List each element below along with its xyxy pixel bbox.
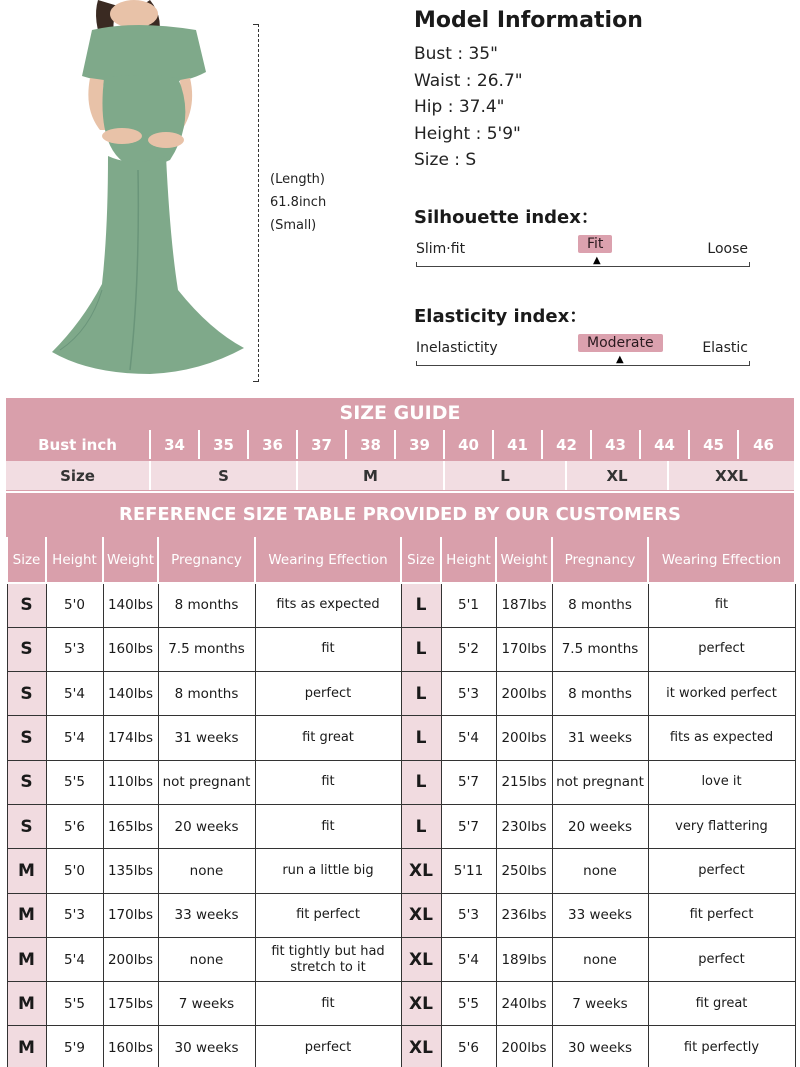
cell-wearing-effection: fit <box>255 804 401 848</box>
elasticity-left-label: Inelastictity <box>416 340 498 356</box>
cell-height: 5'2 <box>441 627 496 671</box>
cell-weight: 200lbs <box>496 672 552 716</box>
cell-wearing-effection: fit <box>255 760 401 804</box>
cell-pregnancy: 7.5 months <box>552 627 648 671</box>
cell-pregnancy: 7 weeks <box>552 982 648 1026</box>
header-size: Size <box>401 537 441 583</box>
cell-weight: 110lbs <box>103 760 158 804</box>
length-size: (Small) <box>270 218 317 233</box>
silhouette-axis <box>416 266 750 267</box>
cell-wearing-effection: fits as expected <box>648 716 795 760</box>
bust-value: 42 <box>543 430 592 459</box>
bust-value: 34 <box>151 430 200 459</box>
cell-pregnancy: none <box>158 937 255 981</box>
table-row <box>7 893 795 937</box>
cell-pregnancy: 20 weeks <box>552 804 648 848</box>
cell-wearing-effection: fit <box>648 583 795 627</box>
cell-height: 5'9 <box>46 1026 103 1067</box>
cell-pregnancy: 33 weeks <box>552 893 648 937</box>
cell-size: XL <box>401 893 441 937</box>
elasticity-title: Elasticity index： <box>414 306 588 327</box>
table-row <box>7 627 795 671</box>
cell-height: 5'0 <box>46 849 103 893</box>
bust-value: 43 <box>592 430 641 459</box>
cell-weight: 200lbs <box>496 1026 552 1067</box>
cell-height: 5'7 <box>441 804 496 848</box>
model-info-title: Model Information <box>414 8 643 33</box>
product-info-section <box>0 0 800 398</box>
cell-wearing-effection: fit great <box>255 716 401 760</box>
cell-size: XL <box>401 937 441 981</box>
cell-weight: 250lbs <box>496 849 552 893</box>
silhouette-scale <box>414 235 754 267</box>
cell-height: 5'3 <box>441 672 496 716</box>
table-row <box>7 583 795 627</box>
cell-wearing-effection: fit perfect <box>255 893 401 937</box>
cell-size: S <box>7 627 46 671</box>
header-height: Height <box>46 537 103 583</box>
bust-value: 40 <box>445 430 494 459</box>
cell-wearing-effection: fit tightly but had stretch to it <box>255 937 401 981</box>
cell-weight: 170lbs <box>103 893 158 937</box>
elasticity-badge: Moderate <box>578 334 663 352</box>
cell-size: S <box>7 672 46 716</box>
bust-value: 41 <box>494 430 543 459</box>
cell-pregnancy: 20 weeks <box>158 804 255 848</box>
model-hip: Hip : 37.4" <box>414 97 505 117</box>
cell-size: S <box>7 804 46 848</box>
model-height: Height : 5'9" <box>414 123 521 144</box>
cell-height: 5'1 <box>441 583 496 627</box>
size-guide-table <box>6 398 794 491</box>
cell-size: M <box>7 982 46 1026</box>
bust-value: 35 <box>200 430 249 459</box>
size-xl: XL <box>567 461 669 490</box>
cell-size: S <box>7 760 46 804</box>
cell-weight: 160lbs <box>103 1026 158 1067</box>
silhouette-title: Silhouette index： <box>414 207 599 228</box>
cell-pregnancy: not pregnant <box>552 760 648 804</box>
size-row <box>6 461 794 490</box>
size-l: L <box>445 461 567 490</box>
reference-size-table <box>6 537 796 1067</box>
model-bust: Bust : 35" <box>414 44 498 64</box>
cell-size: L <box>401 804 441 848</box>
cell-weight: 140lbs <box>103 583 158 627</box>
bust-label: Bust inch <box>6 430 151 459</box>
size-label: Size <box>6 461 151 490</box>
cell-height: 5'11 <box>441 849 496 893</box>
table-row <box>7 804 795 848</box>
size-m: M <box>298 461 445 490</box>
cell-height: 5'5 <box>46 982 103 1026</box>
silhouette-left-label: Slim·fit <box>416 241 466 257</box>
cell-size: XL <box>401 1026 441 1067</box>
cell-weight: 240lbs <box>496 982 552 1026</box>
model-information <box>414 8 774 174</box>
cell-wearing-effection: love it <box>648 760 795 804</box>
header-pregnancy: Pregnancy <box>552 537 648 583</box>
cell-size: XL <box>401 849 441 893</box>
bust-value: 38 <box>347 430 396 459</box>
cell-weight: 170lbs <box>496 627 552 671</box>
cell-weight: 135lbs <box>103 849 158 893</box>
cell-height: 5'4 <box>441 716 496 760</box>
reference-table-title: REFERENCE SIZE TABLE PROVIDED BY OUR CUSTOMERS <box>6 493 794 537</box>
cell-size: XL <box>401 982 441 1026</box>
cell-pregnancy: 8 months <box>158 672 255 716</box>
reference-table-body <box>7 583 795 1067</box>
bust-value: 46 <box>753 435 774 454</box>
cell-wearing-effection: fit perfectly <box>648 1026 795 1067</box>
table-row <box>7 937 795 981</box>
elasticity-scale <box>414 334 754 366</box>
table-row <box>7 1026 795 1067</box>
cell-size: L <box>401 627 441 671</box>
cell-height: 5'4 <box>441 937 496 981</box>
cell-height: 5'6 <box>441 1026 496 1067</box>
table-row <box>7 716 795 760</box>
cell-weight: 175lbs <box>103 982 158 1026</box>
elasticity-right-label: Elastic <box>702 340 748 356</box>
cell-height: 5'3 <box>441 893 496 937</box>
cell-pregnancy: 31 weeks <box>552 716 648 760</box>
bust-value: 44 <box>641 430 690 459</box>
table-row <box>7 849 795 893</box>
cell-weight: 187lbs <box>496 583 552 627</box>
cell-wearing-effection: perfect <box>255 672 401 716</box>
length-dimension-line <box>258 24 260 382</box>
cell-weight: 230lbs <box>496 804 552 848</box>
cell-height: 5'7 <box>441 760 496 804</box>
cell-size: M <box>7 937 46 981</box>
cell-pregnancy: 8 months <box>552 583 648 627</box>
cell-pregnancy: none <box>552 937 648 981</box>
cell-height: 5'5 <box>441 982 496 1026</box>
cell-height: 5'4 <box>46 937 103 981</box>
cell-weight: 200lbs <box>496 716 552 760</box>
cell-size: L <box>401 716 441 760</box>
cell-height: 5'4 <box>46 716 103 760</box>
header-wearing-effection: Wearing Effection <box>648 537 795 583</box>
cell-weight: 215lbs <box>496 760 552 804</box>
cell-weight: 174lbs <box>103 716 158 760</box>
cell-size: M <box>7 1026 46 1067</box>
cell-pregnancy: 8 months <box>552 672 648 716</box>
cell-pregnancy: 7 weeks <box>158 982 255 1026</box>
cell-wearing-effection: very flattering <box>648 804 795 848</box>
bust-value: 39 <box>396 430 445 459</box>
cell-pregnancy: 30 weeks <box>552 1026 648 1067</box>
cell-size: S <box>7 716 46 760</box>
header-height: Height <box>441 537 496 583</box>
cell-weight: 200lbs <box>103 937 158 981</box>
cell-weight: 236lbs <box>496 893 552 937</box>
cell-wearing-effection: fit <box>255 627 401 671</box>
header-wearing-effection: Wearing Effection <box>255 537 401 583</box>
cell-size: S <box>7 583 46 627</box>
silhouette-badge: Fit <box>578 235 612 253</box>
cell-pregnancy: 33 weeks <box>158 893 255 937</box>
dress-illustration <box>0 0 262 392</box>
bust-value: 36 <box>249 430 298 459</box>
cell-pregnancy: none <box>552 849 648 893</box>
size-s: S <box>151 461 298 490</box>
cell-height: 5'3 <box>46 627 103 671</box>
cell-pregnancy: 8 months <box>158 583 255 627</box>
cell-height: 5'5 <box>46 760 103 804</box>
cell-wearing-effection: perfect <box>648 849 795 893</box>
length-label: (Length) <box>270 172 325 187</box>
header-pregnancy: Pregnancy <box>158 537 255 583</box>
cell-size: L <box>401 760 441 804</box>
cell-wearing-effection: it worked perfect <box>648 672 795 716</box>
cell-wearing-effection: perfect <box>648 937 795 981</box>
cell-wearing-effection: fits as expected <box>255 583 401 627</box>
size-guide-title: SIZE GUIDE <box>339 402 461 424</box>
header-size: Size <box>7 537 46 583</box>
table-row <box>7 672 795 716</box>
table-row <box>7 982 795 1026</box>
elasticity-index <box>414 302 754 366</box>
length-value: 61.8inch <box>270 195 327 210</box>
bust-row <box>6 430 794 459</box>
cell-pregnancy: 31 weeks <box>158 716 255 760</box>
silhouette-right-label: Loose <box>707 241 748 257</box>
cell-weight: 140lbs <box>103 672 158 716</box>
cell-size: M <box>7 849 46 893</box>
cell-pregnancy: none <box>158 849 255 893</box>
table-row <box>7 760 795 804</box>
header-weight: Weight <box>496 537 552 583</box>
cell-size: M <box>7 893 46 937</box>
cell-height: 5'0 <box>46 583 103 627</box>
cell-height: 5'3 <box>46 893 103 937</box>
cell-pregnancy: 30 weeks <box>158 1026 255 1067</box>
cell-weight: 165lbs <box>103 804 158 848</box>
elasticity-arrow-icon: ▲ <box>616 354 624 365</box>
elasticity-axis <box>416 365 750 366</box>
size-xxl: XXL <box>669 461 794 490</box>
header-weight: Weight <box>103 537 158 583</box>
silhouette-arrow-icon: ▲ <box>593 255 601 266</box>
bust-value: 45 <box>690 430 739 459</box>
model-photo <box>0 0 262 392</box>
cell-height: 5'4 <box>46 672 103 716</box>
cell-pregnancy: 7.5 months <box>158 627 255 671</box>
model-waist: Waist : 26.7" <box>414 70 523 91</box>
cell-wearing-effection: fit great <box>648 982 795 1026</box>
cell-size: L <box>401 583 441 627</box>
cell-wearing-effection: run a little big <box>255 849 401 893</box>
cell-wearing-effection: fit <box>255 982 401 1026</box>
model-size: Size : S <box>414 150 477 170</box>
cell-weight: 160lbs <box>103 627 158 671</box>
cell-weight: 189lbs <box>496 937 552 981</box>
cell-size: L <box>401 672 441 716</box>
cell-wearing-effection: perfect <box>255 1026 401 1067</box>
cell-height: 5'6 <box>46 804 103 848</box>
silhouette-index <box>414 203 754 267</box>
bust-value: 37 <box>298 430 347 459</box>
cell-wearing-effection: perfect <box>648 627 795 671</box>
cell-pregnancy: not pregnant <box>158 760 255 804</box>
table-header-row <box>7 537 795 583</box>
cell-wearing-effection: fit perfect <box>648 893 795 937</box>
